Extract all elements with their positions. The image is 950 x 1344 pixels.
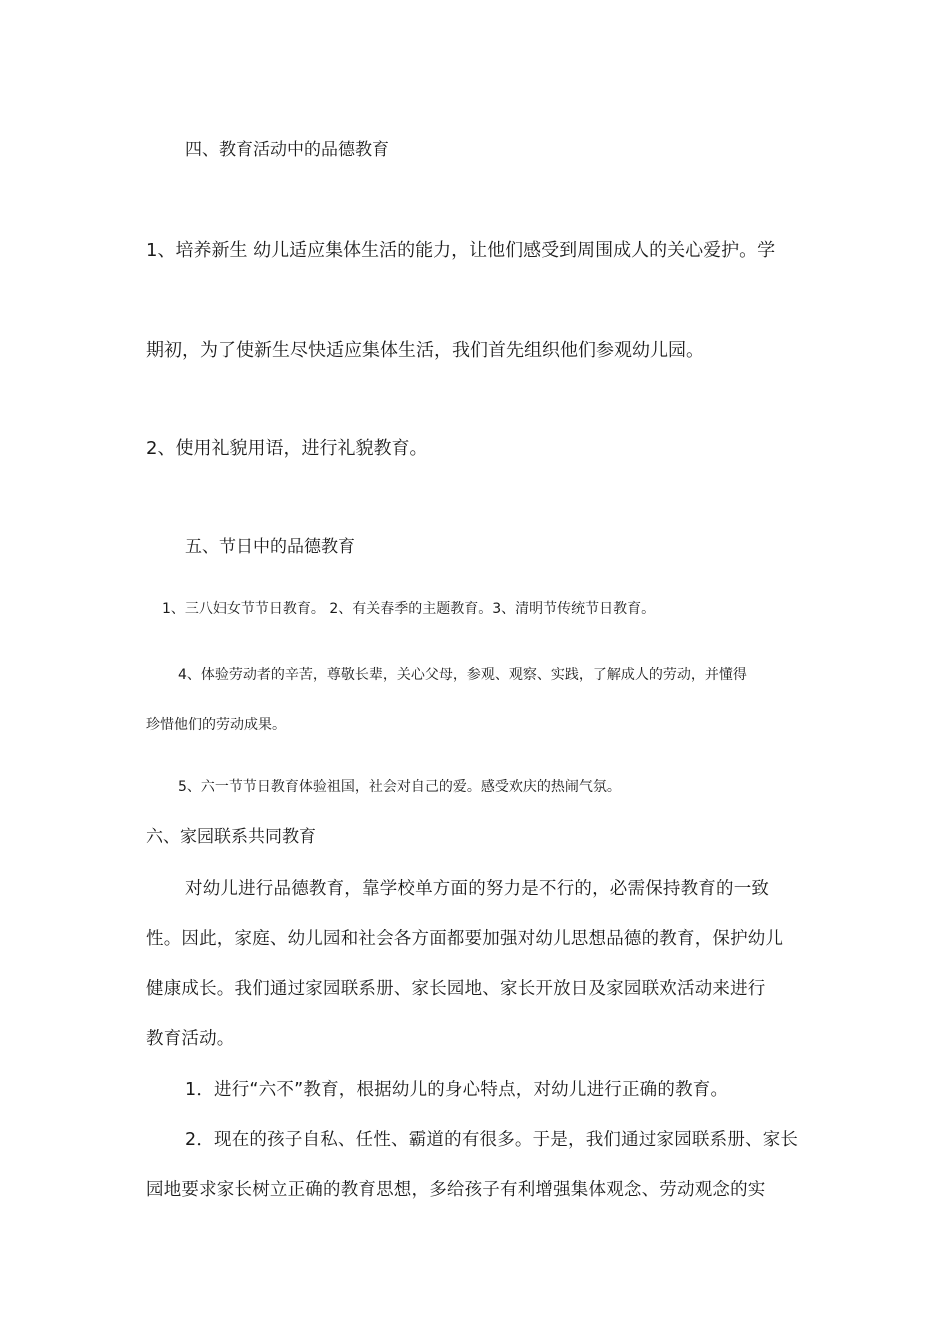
- section6-point2-line1: 2．现在的孩子自私、任性、霸道的有很多。于是，我们通过家园联系册、家长: [185, 1130, 799, 1150]
- section4-item1-line1: 1、培养新生 幼儿适应集体生活的能力，让他们感受到周围成人的关心爱护。学: [146, 240, 776, 261]
- section5-items-1-3: 1、三八妇女节节日教育。 2、有关春季的主题教育。3、清明节传统节日教育。: [162, 601, 656, 617]
- section5-item4-line1: 4、体验劳动者的辛苦，尊敬长辈，关心父母，参观、观察、实践，了解成人的劳动，并懂得: [178, 667, 747, 683]
- section5-item5: 5、六一节节日教育体验祖国，社会对自己的爱。感受欢庆的热闹气氛。: [178, 779, 621, 795]
- section4-item1-line2: 期初，为了使新生尽快适应集体生活，我们首先组织他们参观幼儿园。: [146, 340, 704, 361]
- section4-item2: 2、使用礼貌用语，进行礼貌教育。: [146, 438, 428, 459]
- section6-heading: 六、家园联系共同教育: [146, 827, 316, 847]
- section5-item4-line2: 珍惜他们的劳动成果。: [146, 717, 286, 733]
- section6-point1: 1．进行“六不”教育，根据幼儿的身心特点，对幼儿进行正确的教育。: [185, 1080, 729, 1100]
- section6-point2-line2: 园地要求家长树立正确的教育思想，多给孩子有利增强集体观念、劳动观念的实: [146, 1180, 766, 1200]
- section6-para-line1: 对幼儿进行品德教育，靠学校单方面的努力是不行的，必需保持教育的一致: [185, 879, 770, 899]
- section6-para-line3: 健康成长。我们通过家园联系册、家长园地、家长开放日及家园联欢活动来进行: [146, 979, 766, 999]
- section5-heading: 五、节日中的品德教育: [185, 537, 355, 557]
- section6-para-line2: 性。因此，家庭、幼儿园和社会各方面都要加强对幼儿思想品德的教育，保护幼儿: [146, 929, 784, 949]
- section4-heading: 四、教育活动中的品德教育: [185, 140, 389, 160]
- section6-para-line4: 教育活动。: [146, 1029, 235, 1049]
